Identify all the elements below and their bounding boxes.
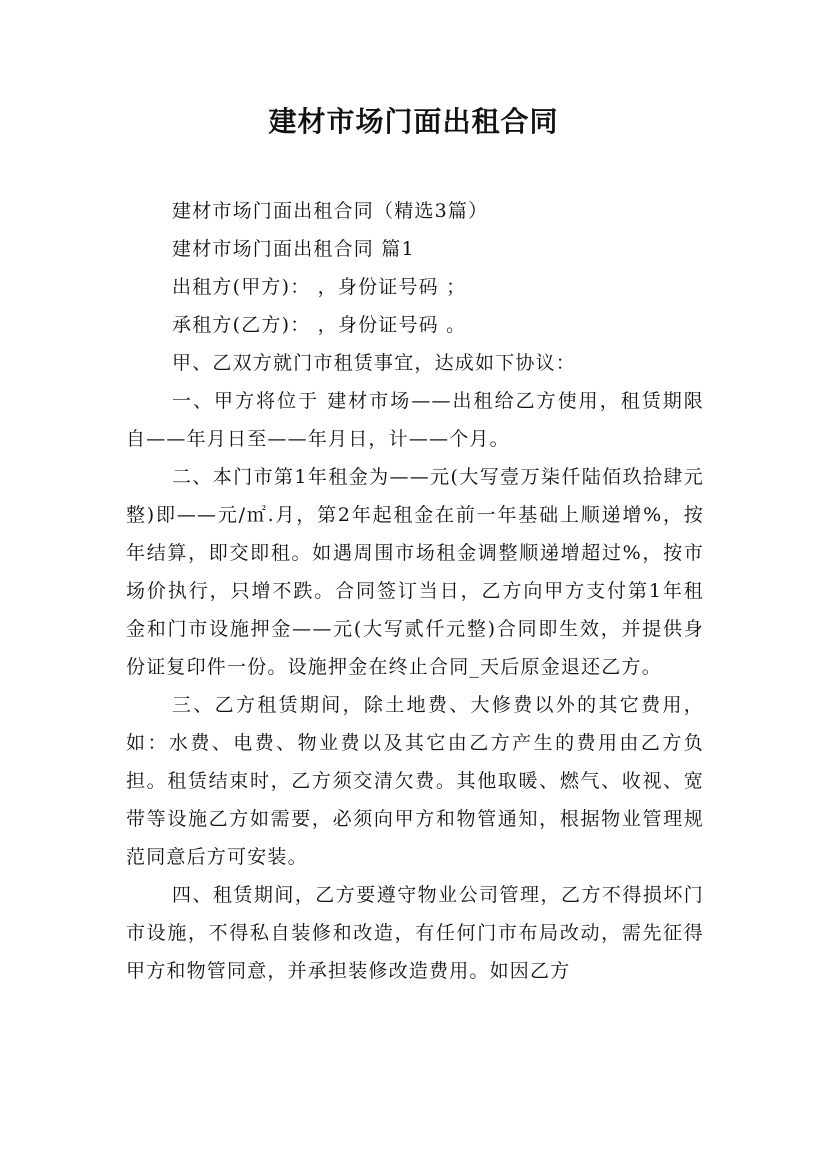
paragraph-section-heading: 建材市场门面出租合同 篇1 [172, 238, 415, 260]
document-body [126, 192, 704, 990]
paragraph-agreement-intro: 甲、乙双方就门市租赁事宜，达成如下协议： [172, 352, 577, 374]
paragraph-clause-1: 一、甲方将位于 建材市场——出租给乙方使用，租赁期限自——年月日至——年月日，计——个月。 [126, 390, 704, 450]
paragraph-clause-3: 三、乙方租赁期间，除土地费、大修费以外的其它费用，如：水费、电费、物业费以及其它由乙方产生的费用由乙方负担。租赁结束时，乙方须交清欠费。其他取暖、燃气、收视、宽带等设施乙方如需要，必须向甲方和物管通知，根据物业管理规范同意后方可安装。 [126, 694, 704, 868]
paragraph-lessor: 出租方(甲方)： ，身份证号码 ； [172, 276, 467, 298]
paragraph-clause-4: 四、租赁期间，乙方要遵守物业公司管理，乙方不得损坏门市设施，不得私自装修和改造，有任何门市布局改动，需先征得甲方和物管同意，并承担装修改造费用。如因乙方 [126, 884, 704, 982]
paragraph-subtitle: 建材市场门面出租合同（精选3篇） [172, 200, 489, 222]
paragraph-lessee: 承租方(乙方)： ，身份证号码 。 [172, 314, 467, 336]
paragraph-clause-2: 二、本门市第1年租金为——元(大写壹万柒仟陆佰玖拾肆元整)即——元/㎡.月，第2年起租金在前一年基础上顺递增%，按年结算，即交即租。如遇周围市场租金调整顺递增超过%，按市场价执行，只增不跌。合同签订当日，乙方向甲方支付第1年租金和门市设施押金——元(大写贰仟元整)合同即生效，并提供身份证复印件一份。设施押金在终止合同_天后原金退还乙方。 [126, 466, 704, 678]
document-title: 建材市场门面出租合同 [268, 105, 559, 138]
